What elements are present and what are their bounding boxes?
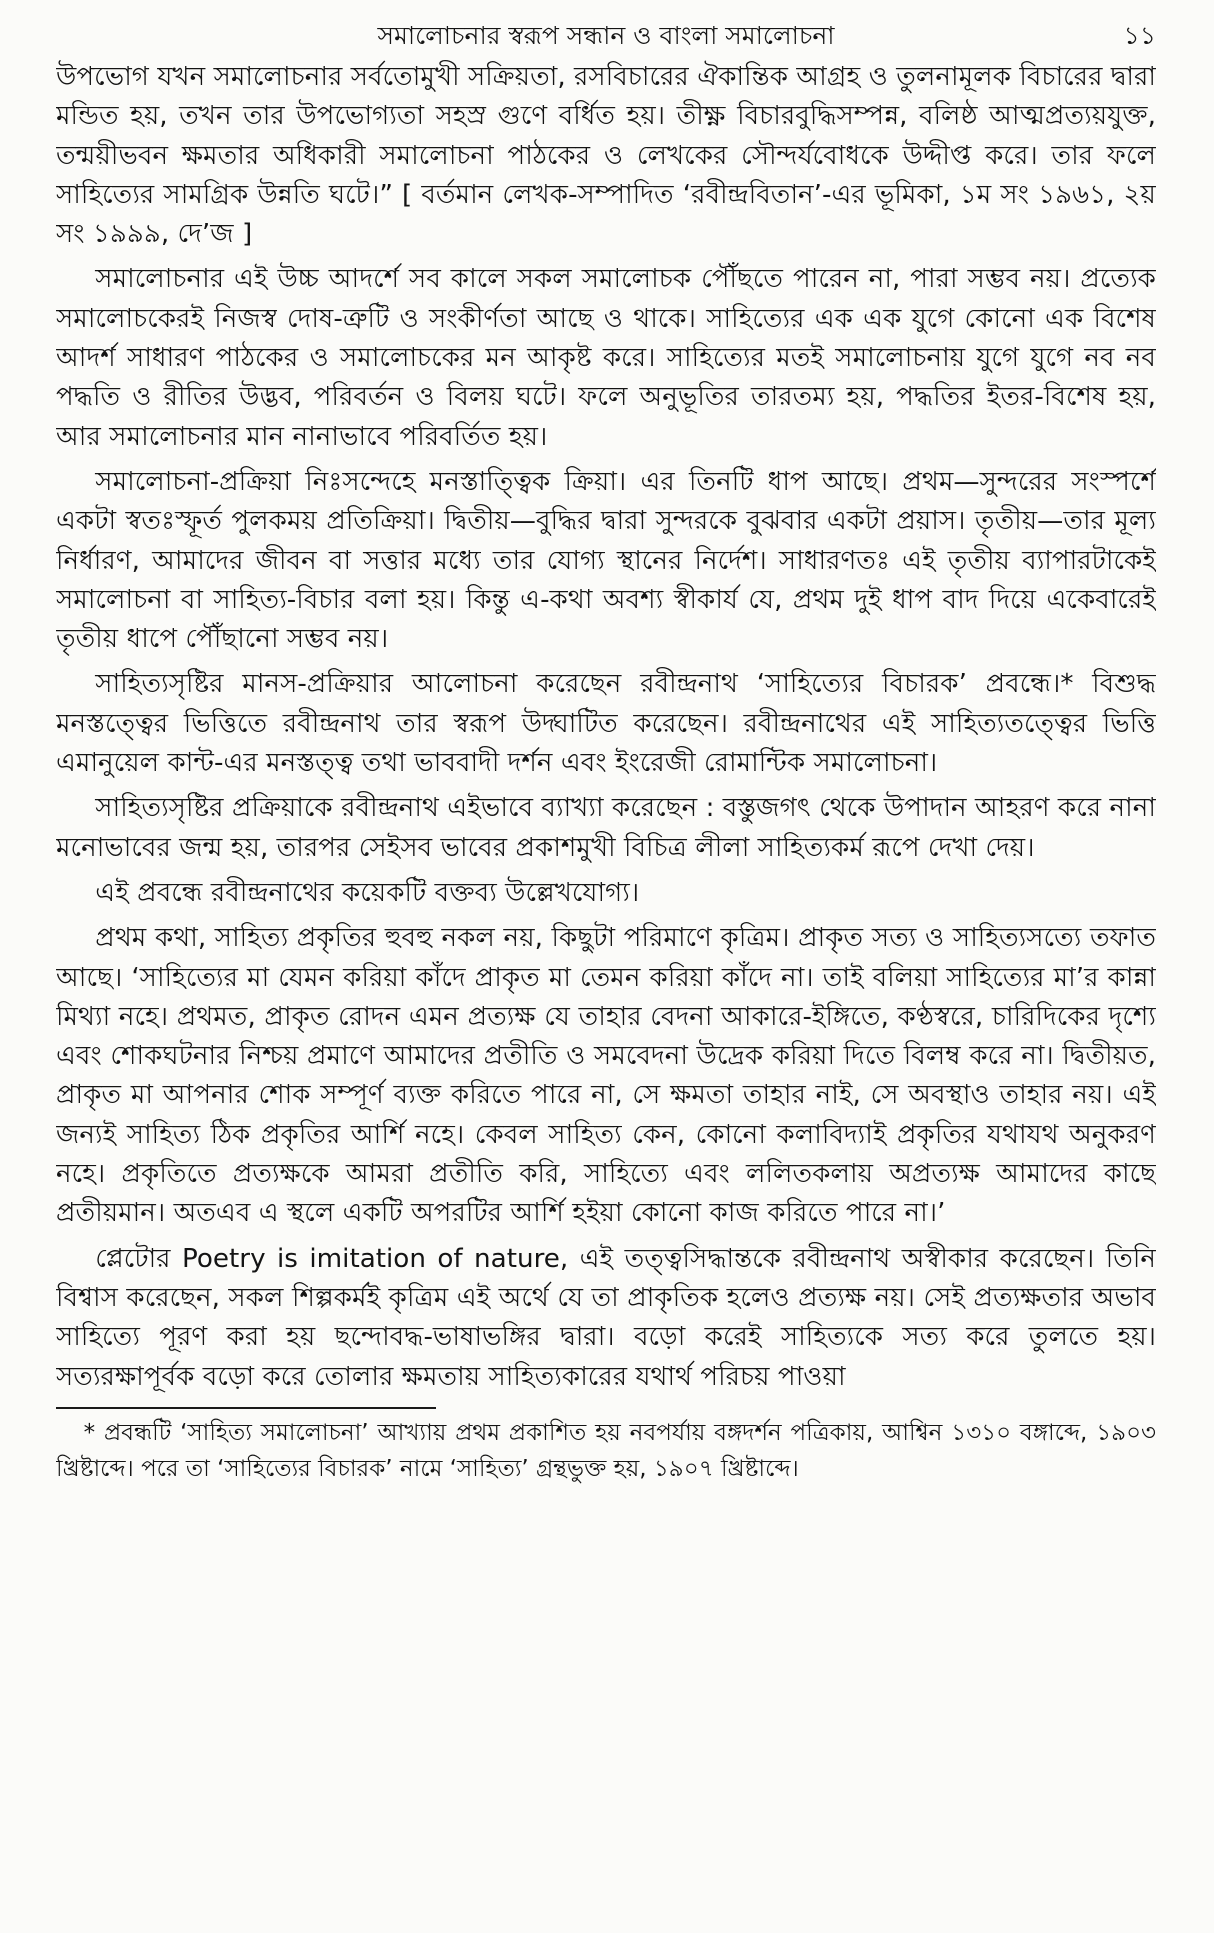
running-header bbox=[56, 14, 1156, 58]
body-text bbox=[56, 58, 1156, 1397]
book-page bbox=[56, 14, 1156, 1914]
paragraph: সমালোচনার এই উচ্চ আদর্শে সব কালে সকল সমালোচক পৌঁছতে পারেন না, পারা সম্ভব নয়। প্রত্যেক সমালোচকেরই নিজস্ব দোষ-ত্রুটি ও সংকীর্ণতা আছে ও থাকে। সাহিত্যের এক এক যুগে কোনো এক বিশেষ আদর্শ সাধারণ পাঠকের ও সমালোচকের মন আকৃষ্ট করে। সাহিত্যের মতই সমালোচনায় যুগে যুগে নব নব পদ্ধতি ও রীতির উদ্ভব, পরিবর্তন ও বিলয় ঘটে। ফলে অনুভূতির তারতম্য হয়, পদ্ধতির ইতর-বিশেষ হয়, আর সমালোচনার মান নানাভাবে পরিবর্তিত হয়। bbox=[56, 264, 1156, 452]
paragraph: সমালোচনা-প্রক্রিয়া নিঃসন্দেহে মনস্তাত্ত্বিক ক্রিয়া। এর তিনটি ধাপ আছে। প্রথম—সুন্দরের সংস্পর্শে একটা স্বতঃস্ফূর্ত পুলকময় প্রতিক্রিয়া। দ্বিতীয়—বুদ্ধির দ্বারা সুন্দরকে বুঝবার একটা প্রয়াস। তৃতীয়—তার মূল্য নির্ধারণ, আমাদের জীবন বা সত্তার মধ্যে তার যোগ্য স্থানের নির্দেশ। সাধারণতঃ এই তৃতীয় ব্যাপারটাকেই সমালোচনা বা সাহিত্য-বিচার বলা হয়। কিন্তু এ-কথা অবশ্য স্বীকার্য যে, প্রথম দুই ধাপ বাদ দিয়ে একেবারেই তৃতীয় ধাপে পৌঁছানো সম্ভব নয়। bbox=[56, 466, 1156, 655]
footnote: * প্রবন্ধটি ‘সাহিত্য সমালোচনা’ আখ্যায় প্রথম প্রকাশিত হয় নবপর্যায় বঙ্গদর্শন পত্রিকায়, আশ্বিন ১৩১০ বঙ্গাব্দে, ১৯০৩ খ্রিষ্টাব্দে। পরে তা ‘সাহিত্যের বিচারক’ নামে ‘সাহিত্য’ গ্রন্থভুক্ত হয়, ১৯০৭ খ্রিষ্টাব্দে। bbox=[56, 1419, 1156, 1482]
paragraph: সাহিত্যসৃষ্টির মানস-প্রক্রিয়ার আলোচনা করেছেন রবীন্দ্রনাথ ‘সাহিত্যের বিচারক’ প্রবন্ধে।* বিশুদ্ধ মনস্তত্ত্বের ভিত্তিতে রবীন্দ্রনাথ তার স্বরূপ উদ্ঘাটিত করেছেন। রবীন্দ্রনাথের এই সাহিত্যতত্ত্বের ভিত্তি এমানুয়েল কান্ট-এর মনস্তত্ত্ব তথা ভাববাদী দর্শন এবং ইংরেজী রোমান্টিক সমালোচনা। bbox=[56, 669, 1156, 779]
footnote-divider bbox=[56, 1407, 436, 1409]
paragraph: প্লেটোর Poetry is imitation of nature, এই তত্ত্বসিদ্ধান্তকে রবীন্দ্রনাথ অস্বীকার করেছেন। তিনি বিশ্বাস করেছেন, সকল শিল্পকর্মই কৃত্রিম এই অর্থে যে তা প্রাকৃতিক হলেও প্রত্যক্ষ নয়। সেই প্রত্যক্ষতার অভাব সাহিত্যে পূরণ করা হয় ছন্দোবদ্ধ-ভাষাভঙ্গির দ্বারা। বড়ো করেই সাহিত্যকে সত্য করে তুলতে হয়। সত্যরক্ষাপূর্বক বড়ো করে তোলার ক্ষমতায় সাহিত্যকারের যথার্থ পরিচয় পাওয়া bbox=[56, 1243, 1156, 1392]
paragraph: প্রথম কথা, সাহিত্য প্রকৃতির হুবহু নকল নয়, কিছুটা পরিমাণে কৃত্রিম। প্রাকৃত সত্য ও সাহিত্যসত্যে তফাত আছে। ‘সাহিত্যের মা যেমন করিয়া কাঁদে প্রাকৃত মা তেমন করিয়া কাঁদে না। তাই বলিয়া সাহিত্যের মা’র কান্না মিথ্যা নহে। প্রথমত, প্রাকৃত রোদন এমন প্রত্যক্ষ যে তাহার বেদনা আকারে-ইঙ্গিতে, কণ্ঠস্বরে, চারিদিকের দৃশ্যে এবং শোকঘটনার নিশ্চয় প্রমাণে আমাদের প্রতীতি ও সমবেদনা উদ্রেক করিয়া দিতে বিলম্ব করে না। দ্বিতীয়ত, প্রাকৃত মা আপনার শোক সম্পূর্ণ ব্যক্ত করিতে পারে না, সে ক্ষমতা তাহার নাই, সে অবস্থাও তাহার নয়। এই জন্যই সাহিত্য ঠিক প্রকৃতির আর্শি নহে। কেবল সাহিত্য কেন, কোনো কলাবিদ্যাই প্রকৃতির যথাযথ অনুকরণ নহে। প্রকৃতিতে প্রত্যক্ষকে আমরা প্রতীতি করি, সাহিত্যে এবং ললিতকলায় অপ্রত্যক্ষ আমাদের কাছে প্রতীয়মান। অতএব এ স্থলে একটি অপরটির আর্শি হইয়া কোনো কাজ করিতে পারে না।’ bbox=[56, 923, 1156, 1229]
paragraph: সাহিত্যসৃষ্টির প্রক্রিয়াকে রবীন্দ্রনাথ এইভাবে ব্যাখ্যা করেছেন : বস্তুজগৎ থেকে উপাদান আহরণ করে নানা মনোভাবের জন্ম হয়, তারপর সেইসব ভাবের প্রকাশমুখী বিচিত্র লীলা সাহিত্যকর্ম রূপে দেখা দেয়। bbox=[56, 793, 1156, 863]
paragraph-continued-quote: উপভোগ যখন সমালোচনার সর্বতোমুখী সক্রিয়তা, রসবিচারের ঐকান্তিক আগ্রহ ও তুলনামূলক বিচারের দ্বারা মন্ডিত হয়, তখন তার উপভোগ্যতা সহস্র গুণে বর্ধিত হয়। তীক্ষ্ণ বিচারবুদ্ধিসম্পন্ন, বলিষ্ঠ আত্মপ্রত্যয়যুক্ত, তন্ময়ীভবন ক্ষমতার অধিকারী সমালোচনা পাঠকের ও লেখকের সৌন্দর্যবোধকে উদ্দীপ্ত করে। তার ফলে সাহিত্যের সামগ্রিক উন্নতি ঘটে।” [ বর্তমান লেখক-সম্পাদিত ‘রবীন্দ্রবিতান’-এর ভূমিকা, ১ম সং ১৯৬১, ২য় সং ১৯৯৯, দে’জ ] bbox=[56, 62, 1156, 250]
page-number: ১১ bbox=[1123, 21, 1156, 50]
paragraph: এই প্রবন্ধে রবীন্দ্রনাথের কয়েকটি বক্তব্য উল্লেখযোগ্য। bbox=[95, 877, 640, 908]
running-title: সমালোচনার স্বরূপ সন্ধান ও বাংলা সমালোচনা bbox=[377, 21, 835, 50]
